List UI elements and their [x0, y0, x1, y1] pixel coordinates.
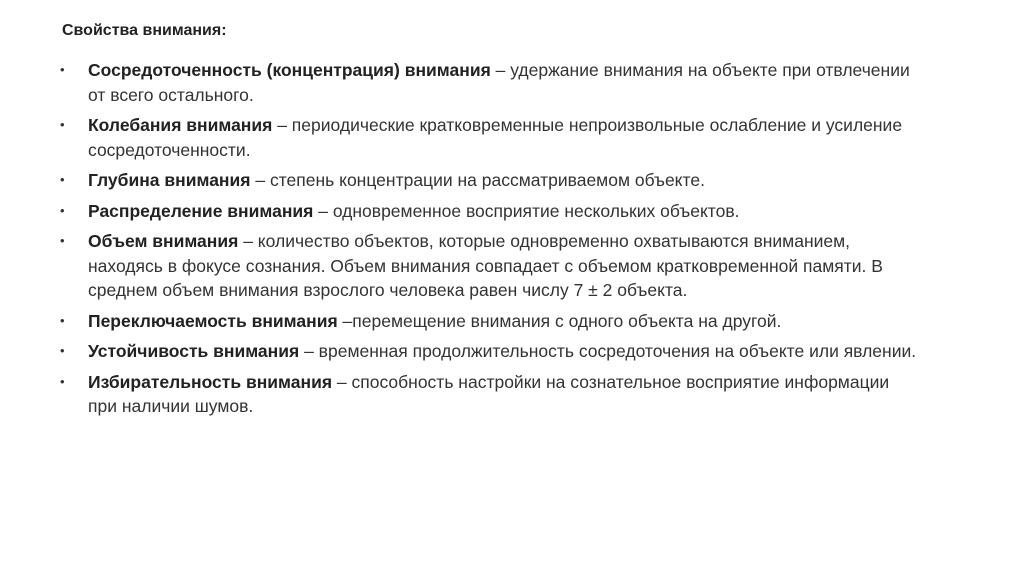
item-term: Переключаемость внимания: [88, 310, 338, 331]
item-definition: – степень концентрации на рассматриваемом объекте.: [250, 170, 705, 190]
list-item: [60, 113, 920, 162]
item-definition: – удержание внимания на объекте при отвлечении от всего остального.: [88, 60, 910, 105]
bullet-icon: •: [60, 202, 65, 218]
bullet-icon: •: [60, 62, 65, 77]
list-item: [60, 58, 920, 107]
item-definition: –перемещение внимания с одного объекта на другой.: [337, 310, 782, 331]
item-definition: – временная продолжительность сосредоточения на объекте или явлении.: [299, 341, 917, 361]
list-item: [60, 339, 920, 364]
bullet-icon: •: [60, 343, 65, 358]
bullet-icon: •: [60, 172, 65, 187]
item-term: Распределение внимания: [88, 200, 314, 221]
list-item: [60, 370, 920, 419]
bullet-icon: •: [60, 312, 65, 328]
item-definition: – одновременное восприятие нескольких объектов.: [313, 200, 740, 221]
item-term: Объем внимания: [88, 231, 239, 251]
item-definition: – способность настройки на сознательное восприятие информации при наличии шумов.: [88, 371, 890, 416]
item-definition: – количество объектов, которые одновременно охватываются вниманием, находясь в фокусе сознания. Объем внимания совпадает с объемом кратковременной памяти. В среднем объем внимания взрослого человека равен числу 7 ± 2 объекта.: [88, 231, 883, 300]
list-item: [60, 309, 920, 334]
bullet-icon: •: [60, 373, 65, 389]
item-term: Колебания внимания: [88, 115, 273, 135]
bullet-icon: •: [60, 233, 65, 248]
item-term: Глубина внимания: [88, 170, 251, 190]
slide-title: Свойства внимания:: [62, 22, 227, 39]
item-term: Избирательность внимания: [88, 371, 333, 392]
properties-list: [60, 58, 920, 425]
item-definition: – периодические кратковременные непроизвольные ослабление и усиление сосредоточенности.: [88, 115, 903, 160]
item-term: Устойчивость внимания: [88, 341, 300, 361]
bullet-icon: •: [60, 117, 65, 132]
list-item: [60, 168, 920, 193]
item-term: Сосредоточенность (концентрация) внимания: [88, 60, 491, 80]
list-item: [60, 199, 920, 224]
list-item: [60, 229, 920, 303]
